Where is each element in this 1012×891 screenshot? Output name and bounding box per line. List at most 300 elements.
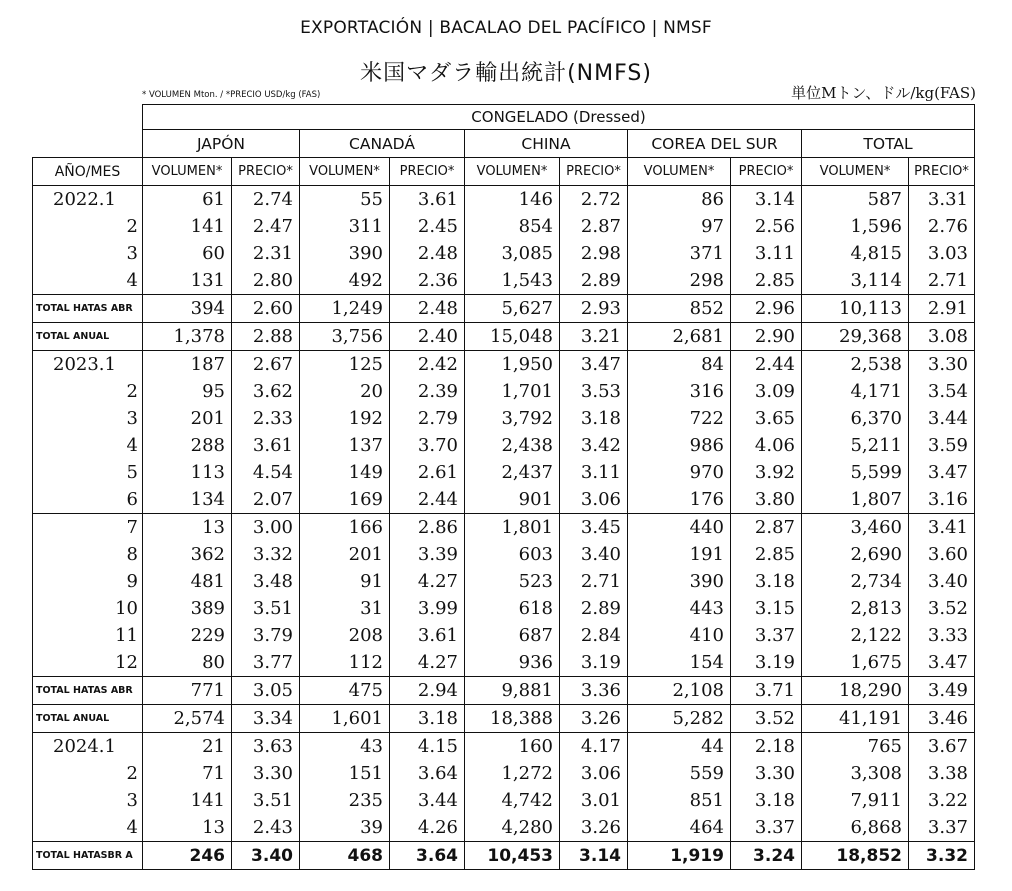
- summary-row: [33, 705, 975, 733]
- price-cell: 3.18: [731, 787, 802, 814]
- price-cell: 3.38: [909, 760, 975, 787]
- price-cell: 3.51: [232, 595, 300, 622]
- volume-cell: 134: [143, 486, 232, 514]
- volume-cell: 389: [143, 595, 232, 622]
- price-cell: 2.43: [232, 814, 300, 842]
- volume-cell: 80: [143, 649, 232, 677]
- volume-cell: 43: [300, 733, 390, 761]
- volume-cell: 141: [143, 213, 232, 240]
- country-header-corea: COREA DEL SUR: [628, 130, 802, 158]
- price-cell: 2.72: [560, 186, 628, 214]
- volume-cell: 208: [300, 622, 390, 649]
- price-cell: 2.98: [560, 240, 628, 267]
- volume-cell: 2,437: [465, 459, 560, 486]
- volume-cell: 410: [628, 622, 731, 649]
- volume-cell: 298: [628, 267, 731, 295]
- row-label: TOTAL ANUAL: [33, 323, 143, 351]
- row-label: 3: [33, 240, 143, 267]
- volume-cell: 60: [143, 240, 232, 267]
- price-cell: 2.71: [909, 267, 975, 295]
- price-cell: 2.71: [560, 568, 628, 595]
- volume-cell: 141: [143, 787, 232, 814]
- price-cell: 2.18: [731, 733, 802, 761]
- price-cell: 3.49: [909, 677, 975, 705]
- price-cell: 3.71: [731, 677, 802, 705]
- price-cell: 3.65: [731, 405, 802, 432]
- volume-cell: 970: [628, 459, 731, 486]
- price-cell: 3.06: [560, 486, 628, 514]
- price-cell: 3.18: [390, 705, 465, 733]
- volume-cell: 5,282: [628, 705, 731, 733]
- price-cell: 2.36: [390, 267, 465, 295]
- table-row: [33, 649, 975, 677]
- price-cell: 2.93: [560, 295, 628, 323]
- country-header-japon: JAPÓN: [143, 130, 300, 158]
- price-cell: 2.74: [232, 186, 300, 214]
- volume-cell: 31: [300, 595, 390, 622]
- row-header: AÑO/MES: [33, 158, 143, 186]
- price-cell: 3.08: [909, 323, 975, 351]
- sub-header: PRECIO*: [731, 158, 802, 186]
- price-cell: 4.17: [560, 733, 628, 761]
- volume-cell: 559: [628, 760, 731, 787]
- volume-cell: 1,807: [802, 486, 909, 514]
- volume-cell: 394: [143, 295, 232, 323]
- volume-cell: 149: [300, 459, 390, 486]
- row-label: TOTAL HATAS ABR: [33, 677, 143, 705]
- volume-cell: 475: [300, 677, 390, 705]
- price-cell: 3.18: [560, 405, 628, 432]
- volume-cell: 481: [143, 568, 232, 595]
- price-cell: 2.88: [232, 323, 300, 351]
- price-cell: 2.44: [731, 351, 802, 379]
- price-cell: 2.89: [560, 267, 628, 295]
- volume-cell: 229: [143, 622, 232, 649]
- price-cell: 3.64: [390, 760, 465, 787]
- volume-cell: 112: [300, 649, 390, 677]
- price-cell: 3.60: [909, 541, 975, 568]
- row-label: 4: [33, 432, 143, 459]
- sub-header: PRECIO*: [390, 158, 465, 186]
- volume-cell: 6,868: [802, 814, 909, 842]
- volume-cell: 10,113: [802, 295, 909, 323]
- price-cell: 3.77: [232, 649, 300, 677]
- volume-cell: 4,815: [802, 240, 909, 267]
- country-header-total: TOTAL: [802, 130, 975, 158]
- price-cell: 3.19: [560, 649, 628, 677]
- price-cell: 3.42: [560, 432, 628, 459]
- volume-cell: 1,701: [465, 378, 560, 405]
- price-cell: 3.09: [731, 378, 802, 405]
- price-cell: 3.19: [731, 649, 802, 677]
- japanese-subtitle: 米国マダラ輸出統計(NMFS): [360, 61, 652, 86]
- volume-cell: 7,911: [802, 787, 909, 814]
- volume-cell: 71: [143, 760, 232, 787]
- row-label: 2: [33, 760, 143, 787]
- price-cell: 3.51: [232, 787, 300, 814]
- volume-cell: 771: [143, 677, 232, 705]
- country-header-canada: CANADÁ: [300, 130, 465, 158]
- volume-cell: 3,792: [465, 405, 560, 432]
- volume-cell: 61: [143, 186, 232, 214]
- table-row: [33, 595, 975, 622]
- sub-header: VOLUMEN*: [143, 158, 232, 186]
- volume-cell: 160: [465, 733, 560, 761]
- table-row: [33, 541, 975, 568]
- volume-cell: 2,813: [802, 595, 909, 622]
- row-label: TOTAL ANUAL: [33, 705, 143, 733]
- price-cell: 3.47: [909, 649, 975, 677]
- price-cell: 3.47: [560, 351, 628, 379]
- price-cell: 3.37: [731, 814, 802, 842]
- sub-header: VOLUMEN*: [300, 158, 390, 186]
- volume-cell: 176: [628, 486, 731, 514]
- price-cell: 3.01: [560, 787, 628, 814]
- group-header: CONGELADO (Dressed): [143, 105, 975, 130]
- summary-row: [33, 323, 975, 351]
- volume-cell: 39: [300, 814, 390, 842]
- volume-cell: 5,599: [802, 459, 909, 486]
- price-cell: 3.15: [731, 595, 802, 622]
- price-cell: 2.79: [390, 405, 465, 432]
- volume-cell: 3,756: [300, 323, 390, 351]
- row-label: 2024.1: [33, 733, 143, 761]
- volume-cell: 371: [628, 240, 731, 267]
- row-label: 12: [33, 649, 143, 677]
- volume-cell: 2,734: [802, 568, 909, 595]
- table-row: [33, 267, 975, 295]
- price-cell: 3.44: [909, 405, 975, 432]
- price-cell: 2.48: [390, 240, 465, 267]
- price-cell: 3.63: [232, 733, 300, 761]
- table-row: [33, 405, 975, 432]
- price-cell: 3.80: [731, 486, 802, 514]
- country-header-china: CHINA: [465, 130, 628, 158]
- volume-cell: 1,378: [143, 323, 232, 351]
- volume-cell: 86: [628, 186, 731, 214]
- price-cell: 2.80: [232, 267, 300, 295]
- volume-cell: 2,681: [628, 323, 731, 351]
- row-label: 2: [33, 213, 143, 240]
- price-cell: 2.07: [232, 486, 300, 514]
- table-row: [33, 514, 975, 542]
- price-cell: 3.61: [390, 622, 465, 649]
- corner-blank: [33, 105, 143, 130]
- price-cell: 3.31: [909, 186, 975, 214]
- export-table: [32, 104, 975, 870]
- volume-cell: 618: [465, 595, 560, 622]
- sub-header: PRECIO*: [560, 158, 628, 186]
- volume-cell: 362: [143, 541, 232, 568]
- price-cell: 2.85: [731, 267, 802, 295]
- sub-header: VOLUMEN*: [802, 158, 909, 186]
- price-cell: 3.59: [909, 432, 975, 459]
- price-cell: 3.05: [232, 677, 300, 705]
- units-note-japanese: 単位Mトン、ドル/kg(FAS): [791, 84, 976, 102]
- price-cell: 2.47: [232, 213, 300, 240]
- volume-cell: 20: [300, 378, 390, 405]
- volume-cell: 464: [628, 814, 731, 842]
- volume-cell: 4,280: [465, 814, 560, 842]
- price-cell: 3.18: [731, 568, 802, 595]
- volume-cell: 901: [465, 486, 560, 514]
- volume-cell: 18,852: [802, 842, 909, 870]
- volume-cell: 2,122: [802, 622, 909, 649]
- volume-cell: 936: [465, 649, 560, 677]
- row-label: 7: [33, 514, 143, 542]
- volume-cell: 169: [300, 486, 390, 514]
- price-cell: 2.96: [731, 295, 802, 323]
- row-label: 2: [33, 378, 143, 405]
- volume-cell: 15,048: [465, 323, 560, 351]
- summary-row: [33, 295, 975, 323]
- price-cell: 3.67: [909, 733, 975, 761]
- price-cell: 3.52: [909, 595, 975, 622]
- volume-cell: 3,114: [802, 267, 909, 295]
- price-cell: 3.30: [731, 760, 802, 787]
- price-cell: 2.86: [390, 514, 465, 542]
- volume-cell: 41,191: [802, 705, 909, 733]
- volume-cell: 201: [143, 405, 232, 432]
- table-row: [33, 760, 975, 787]
- table-row: [33, 622, 975, 649]
- price-cell: 3.26: [560, 814, 628, 842]
- price-cell: 3.48: [232, 568, 300, 595]
- price-cell: 3.47: [909, 459, 975, 486]
- price-cell: 2.40: [390, 323, 465, 351]
- table-row: [33, 351, 975, 379]
- volume-cell: 1,801: [465, 514, 560, 542]
- volume-cell: 191: [628, 541, 731, 568]
- volume-cell: 443: [628, 595, 731, 622]
- volume-cell: 18,290: [802, 677, 909, 705]
- price-cell: 2.85: [731, 541, 802, 568]
- volume-cell: 5,211: [802, 432, 909, 459]
- volume-cell: 851: [628, 787, 731, 814]
- price-cell: 2.87: [560, 213, 628, 240]
- price-cell: 2.94: [390, 677, 465, 705]
- table-body: [33, 186, 975, 870]
- volume-cell: 97: [628, 213, 731, 240]
- volume-cell: 146: [465, 186, 560, 214]
- price-cell: 3.06: [560, 760, 628, 787]
- summary-row: [33, 677, 975, 705]
- price-cell: 4.15: [390, 733, 465, 761]
- row-label: TOTAL HATAS ABR: [33, 295, 143, 323]
- price-cell: 3.39: [390, 541, 465, 568]
- price-cell: 2.91: [909, 295, 975, 323]
- table-row: [33, 186, 975, 214]
- table-row: [33, 459, 975, 486]
- row-label: 6: [33, 486, 143, 514]
- volume-cell: 95: [143, 378, 232, 405]
- volume-cell: 44: [628, 733, 731, 761]
- sub-header: PRECIO*: [232, 158, 300, 186]
- price-cell: 4.27: [390, 649, 465, 677]
- table-row: [33, 240, 975, 267]
- table-row: [33, 733, 975, 761]
- volume-cell: 113: [143, 459, 232, 486]
- volume-cell: 21: [143, 733, 232, 761]
- price-cell: 3.30: [232, 760, 300, 787]
- price-cell: 3.79: [232, 622, 300, 649]
- price-cell: 3.46: [909, 705, 975, 733]
- corner-blank-2: [33, 130, 143, 158]
- summary-row: [33, 842, 975, 870]
- price-cell: 3.24: [731, 842, 802, 870]
- price-cell: 3.34: [232, 705, 300, 733]
- country-header-row: [33, 130, 975, 158]
- price-cell: 2.90: [731, 323, 802, 351]
- volume-cell: 390: [300, 240, 390, 267]
- volume-cell: 3,460: [802, 514, 909, 542]
- price-cell: 3.36: [560, 677, 628, 705]
- price-cell: 3.26: [560, 705, 628, 733]
- price-cell: 3.92: [731, 459, 802, 486]
- volume-cell: 13: [143, 814, 232, 842]
- price-cell: 2.44: [390, 486, 465, 514]
- table-row: [33, 486, 975, 514]
- row-label: 3: [33, 787, 143, 814]
- table-row: [33, 787, 975, 814]
- price-cell: 3.61: [390, 186, 465, 214]
- price-cell: 3.11: [560, 459, 628, 486]
- price-cell: 3.44: [390, 787, 465, 814]
- price-cell: 3.41: [909, 514, 975, 542]
- volume-cell: 151: [300, 760, 390, 787]
- volume-cell: 201: [300, 541, 390, 568]
- price-cell: 2.56: [731, 213, 802, 240]
- price-cell: 3.61: [232, 432, 300, 459]
- price-cell: 2.45: [390, 213, 465, 240]
- volume-cell: 2,108: [628, 677, 731, 705]
- volume-cell: 10,453: [465, 842, 560, 870]
- volume-cell: 1,601: [300, 705, 390, 733]
- volume-cell: 192: [300, 405, 390, 432]
- price-cell: 3.40: [232, 842, 300, 870]
- price-cell: 3.37: [909, 814, 975, 842]
- row-label: 4: [33, 814, 143, 842]
- volume-cell: 440: [628, 514, 731, 542]
- volume-cell: 5,627: [465, 295, 560, 323]
- volume-cell: 765: [802, 733, 909, 761]
- price-cell: 3.40: [909, 568, 975, 595]
- price-cell: 3.62: [232, 378, 300, 405]
- volume-cell: 523: [465, 568, 560, 595]
- price-cell: 3.54: [909, 378, 975, 405]
- volume-cell: 311: [300, 213, 390, 240]
- volume-cell: 986: [628, 432, 731, 459]
- row-label: 2022.1: [33, 186, 143, 214]
- units-note: * VOLUMEN Mton. / *PRECIO USD/kg (FAS): [142, 90, 321, 100]
- price-cell: 3.14: [560, 842, 628, 870]
- volume-cell: 2,690: [802, 541, 909, 568]
- volume-cell: 18,388: [465, 705, 560, 733]
- price-cell: 4.27: [390, 568, 465, 595]
- group-header-row: [33, 105, 975, 130]
- volume-cell: 2,438: [465, 432, 560, 459]
- volume-cell: 29,368: [802, 323, 909, 351]
- price-cell: 3.16: [909, 486, 975, 514]
- price-cell: 3.33: [909, 622, 975, 649]
- volume-cell: 4,742: [465, 787, 560, 814]
- price-cell: 3.03: [909, 240, 975, 267]
- volume-cell: 1,249: [300, 295, 390, 323]
- volume-cell: 1,543: [465, 267, 560, 295]
- volume-cell: 131: [143, 267, 232, 295]
- volume-cell: 854: [465, 213, 560, 240]
- table-row: [33, 378, 975, 405]
- volume-cell: 1,272: [465, 760, 560, 787]
- volume-cell: 603: [465, 541, 560, 568]
- price-cell: 3.37: [731, 622, 802, 649]
- row-label: 9: [33, 568, 143, 595]
- price-cell: 3.11: [731, 240, 802, 267]
- volume-cell: 13: [143, 514, 232, 542]
- volume-cell: 1,596: [802, 213, 909, 240]
- row-label: 2023.1: [33, 351, 143, 379]
- price-cell: 3.53: [560, 378, 628, 405]
- row-label: TOTAL HATASBR A: [33, 842, 143, 870]
- volume-cell: 587: [802, 186, 909, 214]
- volume-cell: 4,171: [802, 378, 909, 405]
- volume-cell: 154: [628, 649, 731, 677]
- price-cell: 3.52: [731, 705, 802, 733]
- volume-cell: 468: [300, 842, 390, 870]
- page-title: EXPORTACIÓN | BACALAO DEL PACÍFICO | NMSF: [300, 18, 712, 38]
- sub-header: PRECIO*: [909, 158, 975, 186]
- volume-cell: 84: [628, 351, 731, 379]
- volume-cell: 288: [143, 432, 232, 459]
- volume-cell: 235: [300, 787, 390, 814]
- price-cell: 4.26: [390, 814, 465, 842]
- table-row: [33, 568, 975, 595]
- price-cell: 3.64: [390, 842, 465, 870]
- table-row: [33, 432, 975, 459]
- sub-header: VOLUMEN*: [465, 158, 560, 186]
- price-cell: 3.32: [232, 541, 300, 568]
- price-cell: 3.99: [390, 595, 465, 622]
- price-cell: 3.21: [560, 323, 628, 351]
- price-cell: 2.60: [232, 295, 300, 323]
- sub-header: VOLUMEN*: [628, 158, 731, 186]
- price-cell: 2.39: [390, 378, 465, 405]
- volume-cell: 1,950: [465, 351, 560, 379]
- volume-cell: 91: [300, 568, 390, 595]
- row-label: 4: [33, 267, 143, 295]
- volume-cell: 2,538: [802, 351, 909, 379]
- volume-cell: 3,085: [465, 240, 560, 267]
- row-label: 10: [33, 595, 143, 622]
- row-label: 8: [33, 541, 143, 568]
- price-cell: 4.06: [731, 432, 802, 459]
- volume-cell: 3,308: [802, 760, 909, 787]
- price-cell: 2.87: [731, 514, 802, 542]
- table-row: [33, 814, 975, 842]
- price-cell: 2.67: [232, 351, 300, 379]
- volume-cell: 316: [628, 378, 731, 405]
- price-cell: 2.89: [560, 595, 628, 622]
- price-cell: 2.48: [390, 295, 465, 323]
- volume-cell: 55: [300, 186, 390, 214]
- price-cell: 3.40: [560, 541, 628, 568]
- row-label: 5: [33, 459, 143, 486]
- volume-cell: 1,675: [802, 649, 909, 677]
- volume-cell: 852: [628, 295, 731, 323]
- price-cell: 3.70: [390, 432, 465, 459]
- sub-header-row: [33, 158, 975, 186]
- price-cell: 2.84: [560, 622, 628, 649]
